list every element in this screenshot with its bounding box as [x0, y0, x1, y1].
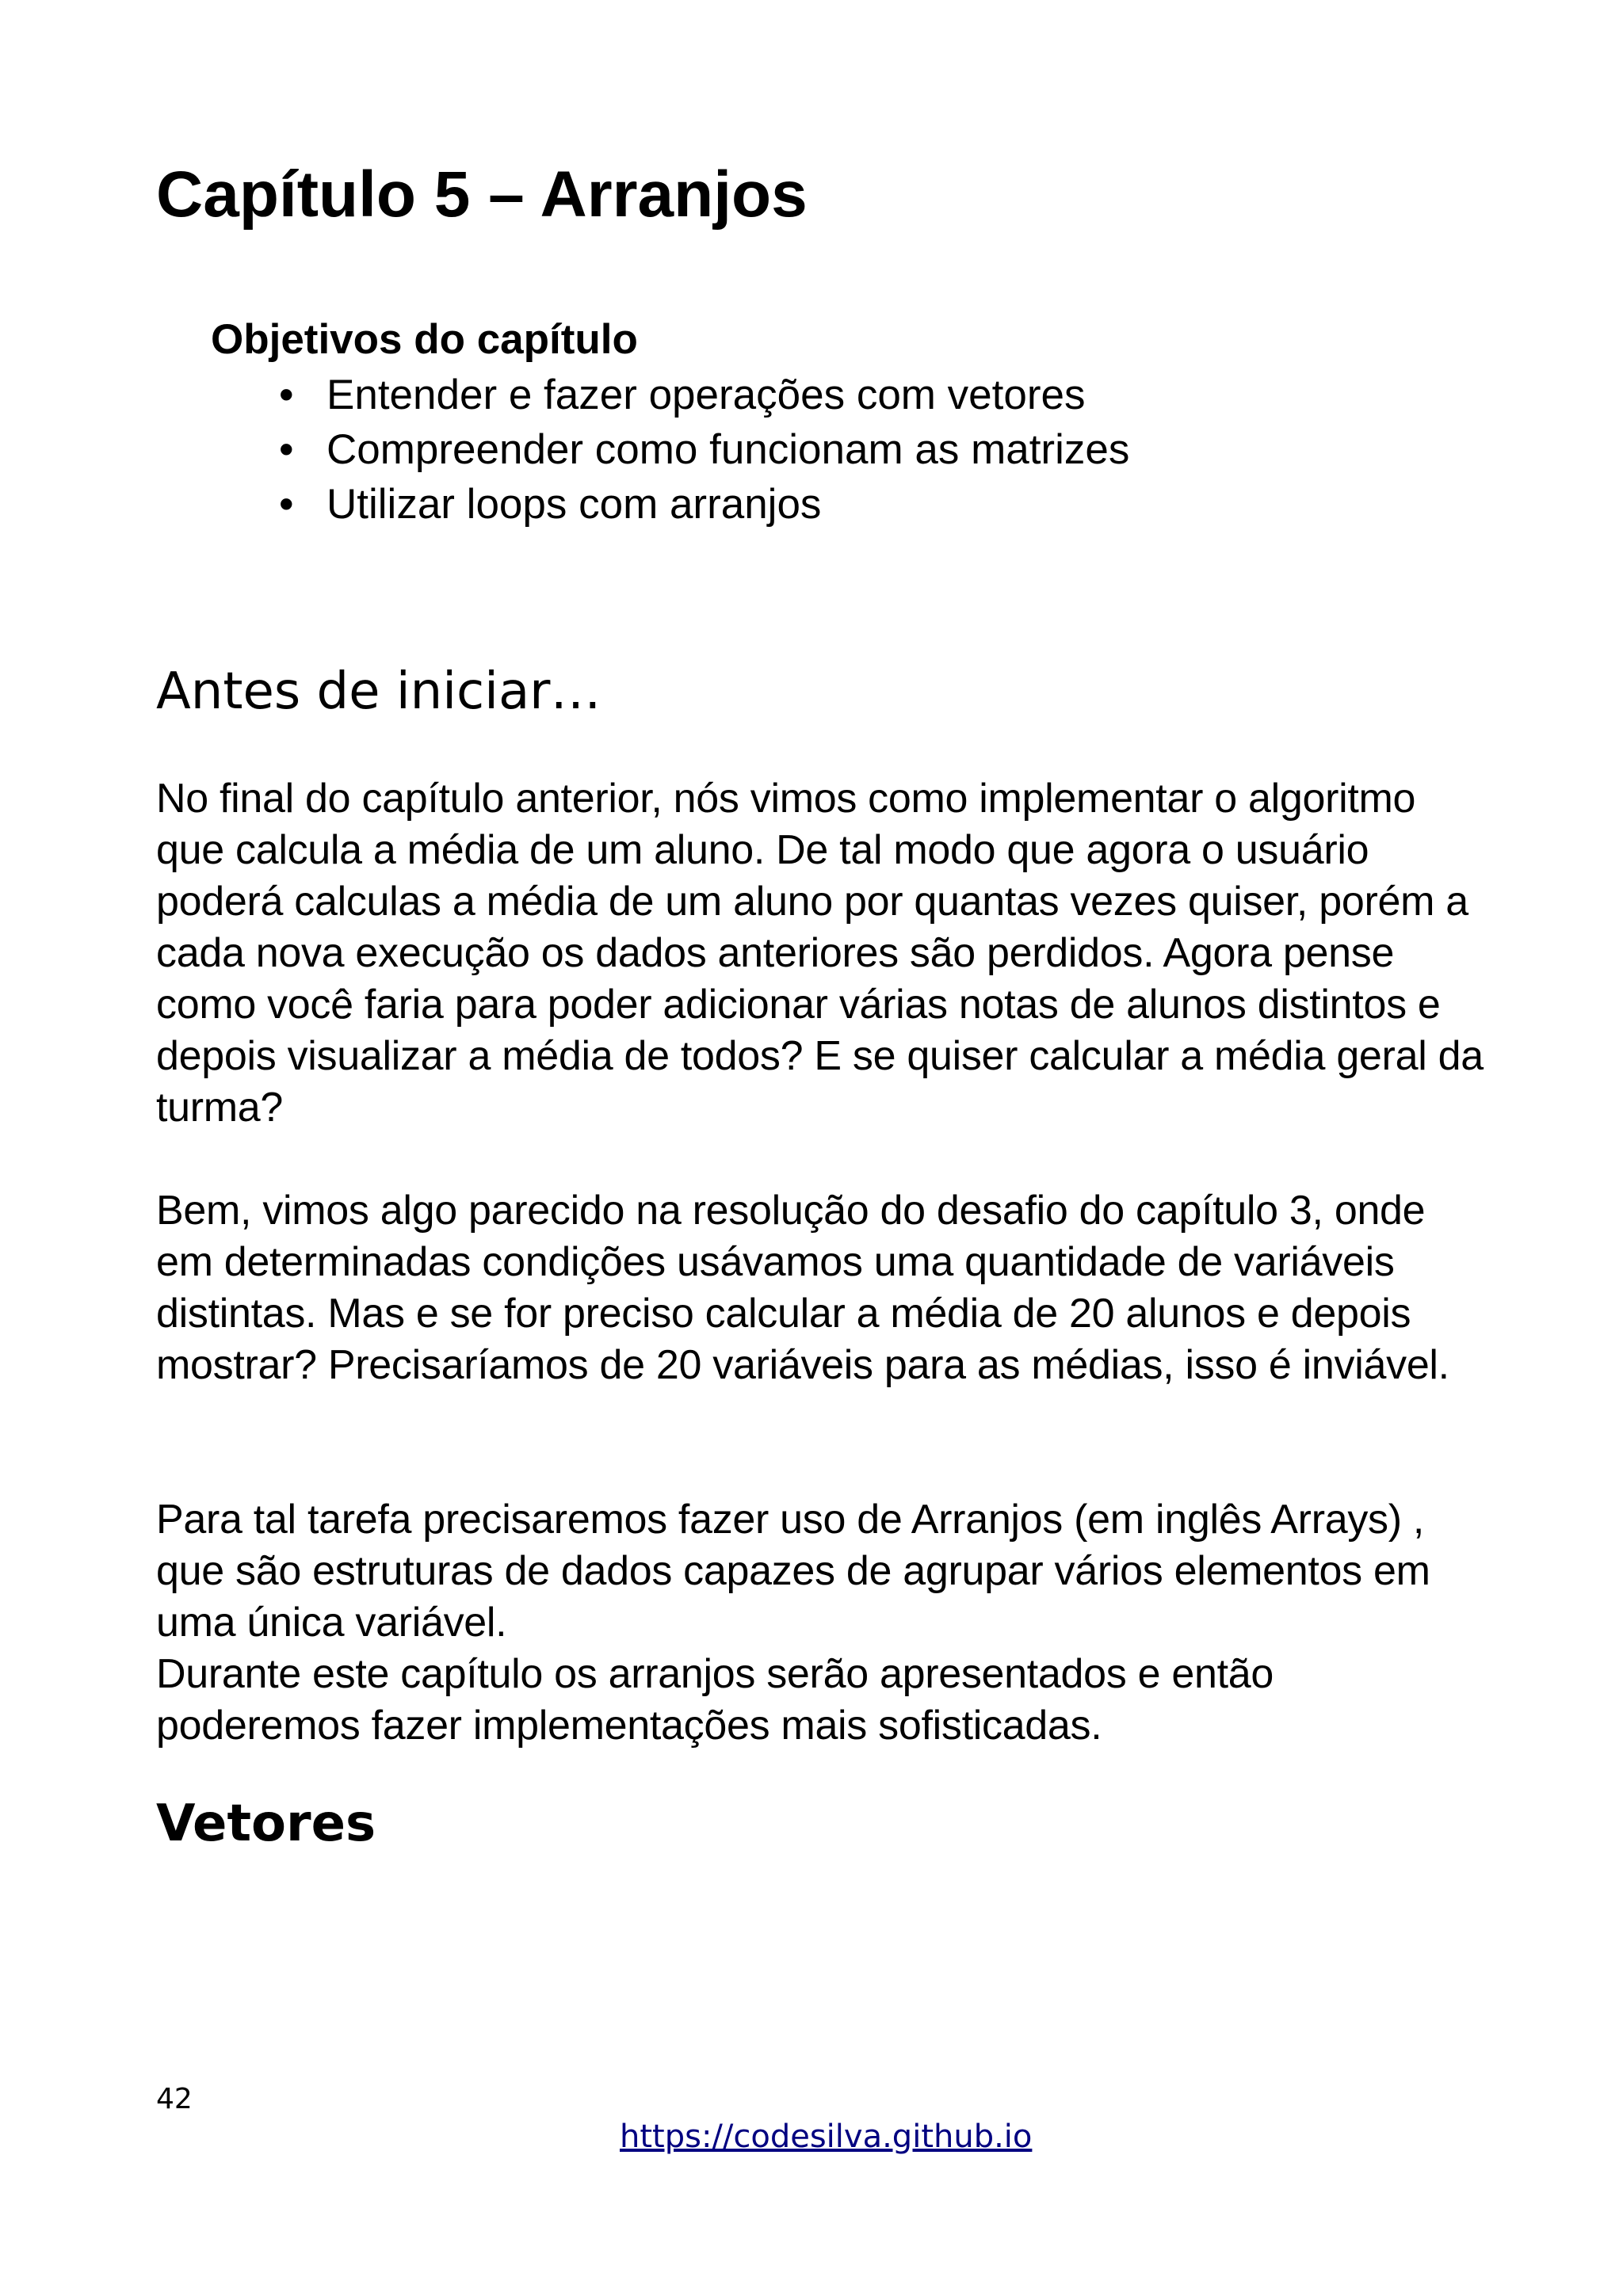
objective-item: • Entender e fazer operações com vetores [279, 368, 1129, 422]
section-heading-antes-de-iniciar: Antes de iniciar… [156, 662, 601, 721]
objective-item: • Compreender como funcionam as matrizes [279, 422, 1129, 477]
body-paragraph: Durante este capítulo os arranjos serão apresentados e então poderemos fazer implementações mais sofisticadas. [156, 1651, 1274, 1749]
page-number: 42 [156, 2083, 193, 2115]
footer-link[interactable]: https://codesilva.github.io [620, 2119, 1033, 2155]
objectives-heading: Objetivos do capítulo [211, 316, 638, 363]
objective-item: • Utilizar loops com arranjos [279, 477, 1129, 532]
body-paragraph: Para tal tarefa precisaremos fazer uso de Arranjos (em inglês Arrays) , que são estruturas de dados capazes de agrupar vários elementos em uma única variável. [156, 1497, 1430, 1646]
chapter-title: Capítulo 5 – Arranjos [156, 158, 808, 231]
section-heading-vetores: Vetores [156, 1794, 376, 1853]
objectives-list [211, 368, 1129, 532]
objectives-block [211, 312, 1129, 532]
body-paragraph: Bem, vimos algo parecido na resolução do desafio do capítulo 3, onde em determinadas condições usávamos uma quantidade de variáveis distintas. Mas e se for preciso calcular a média de 20 alunos e depois mostrar? Precisaríamos de 20 variáveis para as médias, isso é inviável. [156, 1188, 1449, 1388]
body-paragraph: No final do capítulo anterior, nós vimos como implementar o algoritmo que calcula a média de um aluno. De tal modo que agora o usuário poderá calculas a média de um aluno por quantas vezes quiser, porém a cada nova execução os dados anteriores são perdidos. Agora pense como você faria para poder adicionar várias notas de alunos distintos e depois visualizar a média de todos? E se quiser calcular a média geral da turma? [156, 776, 1484, 1131]
